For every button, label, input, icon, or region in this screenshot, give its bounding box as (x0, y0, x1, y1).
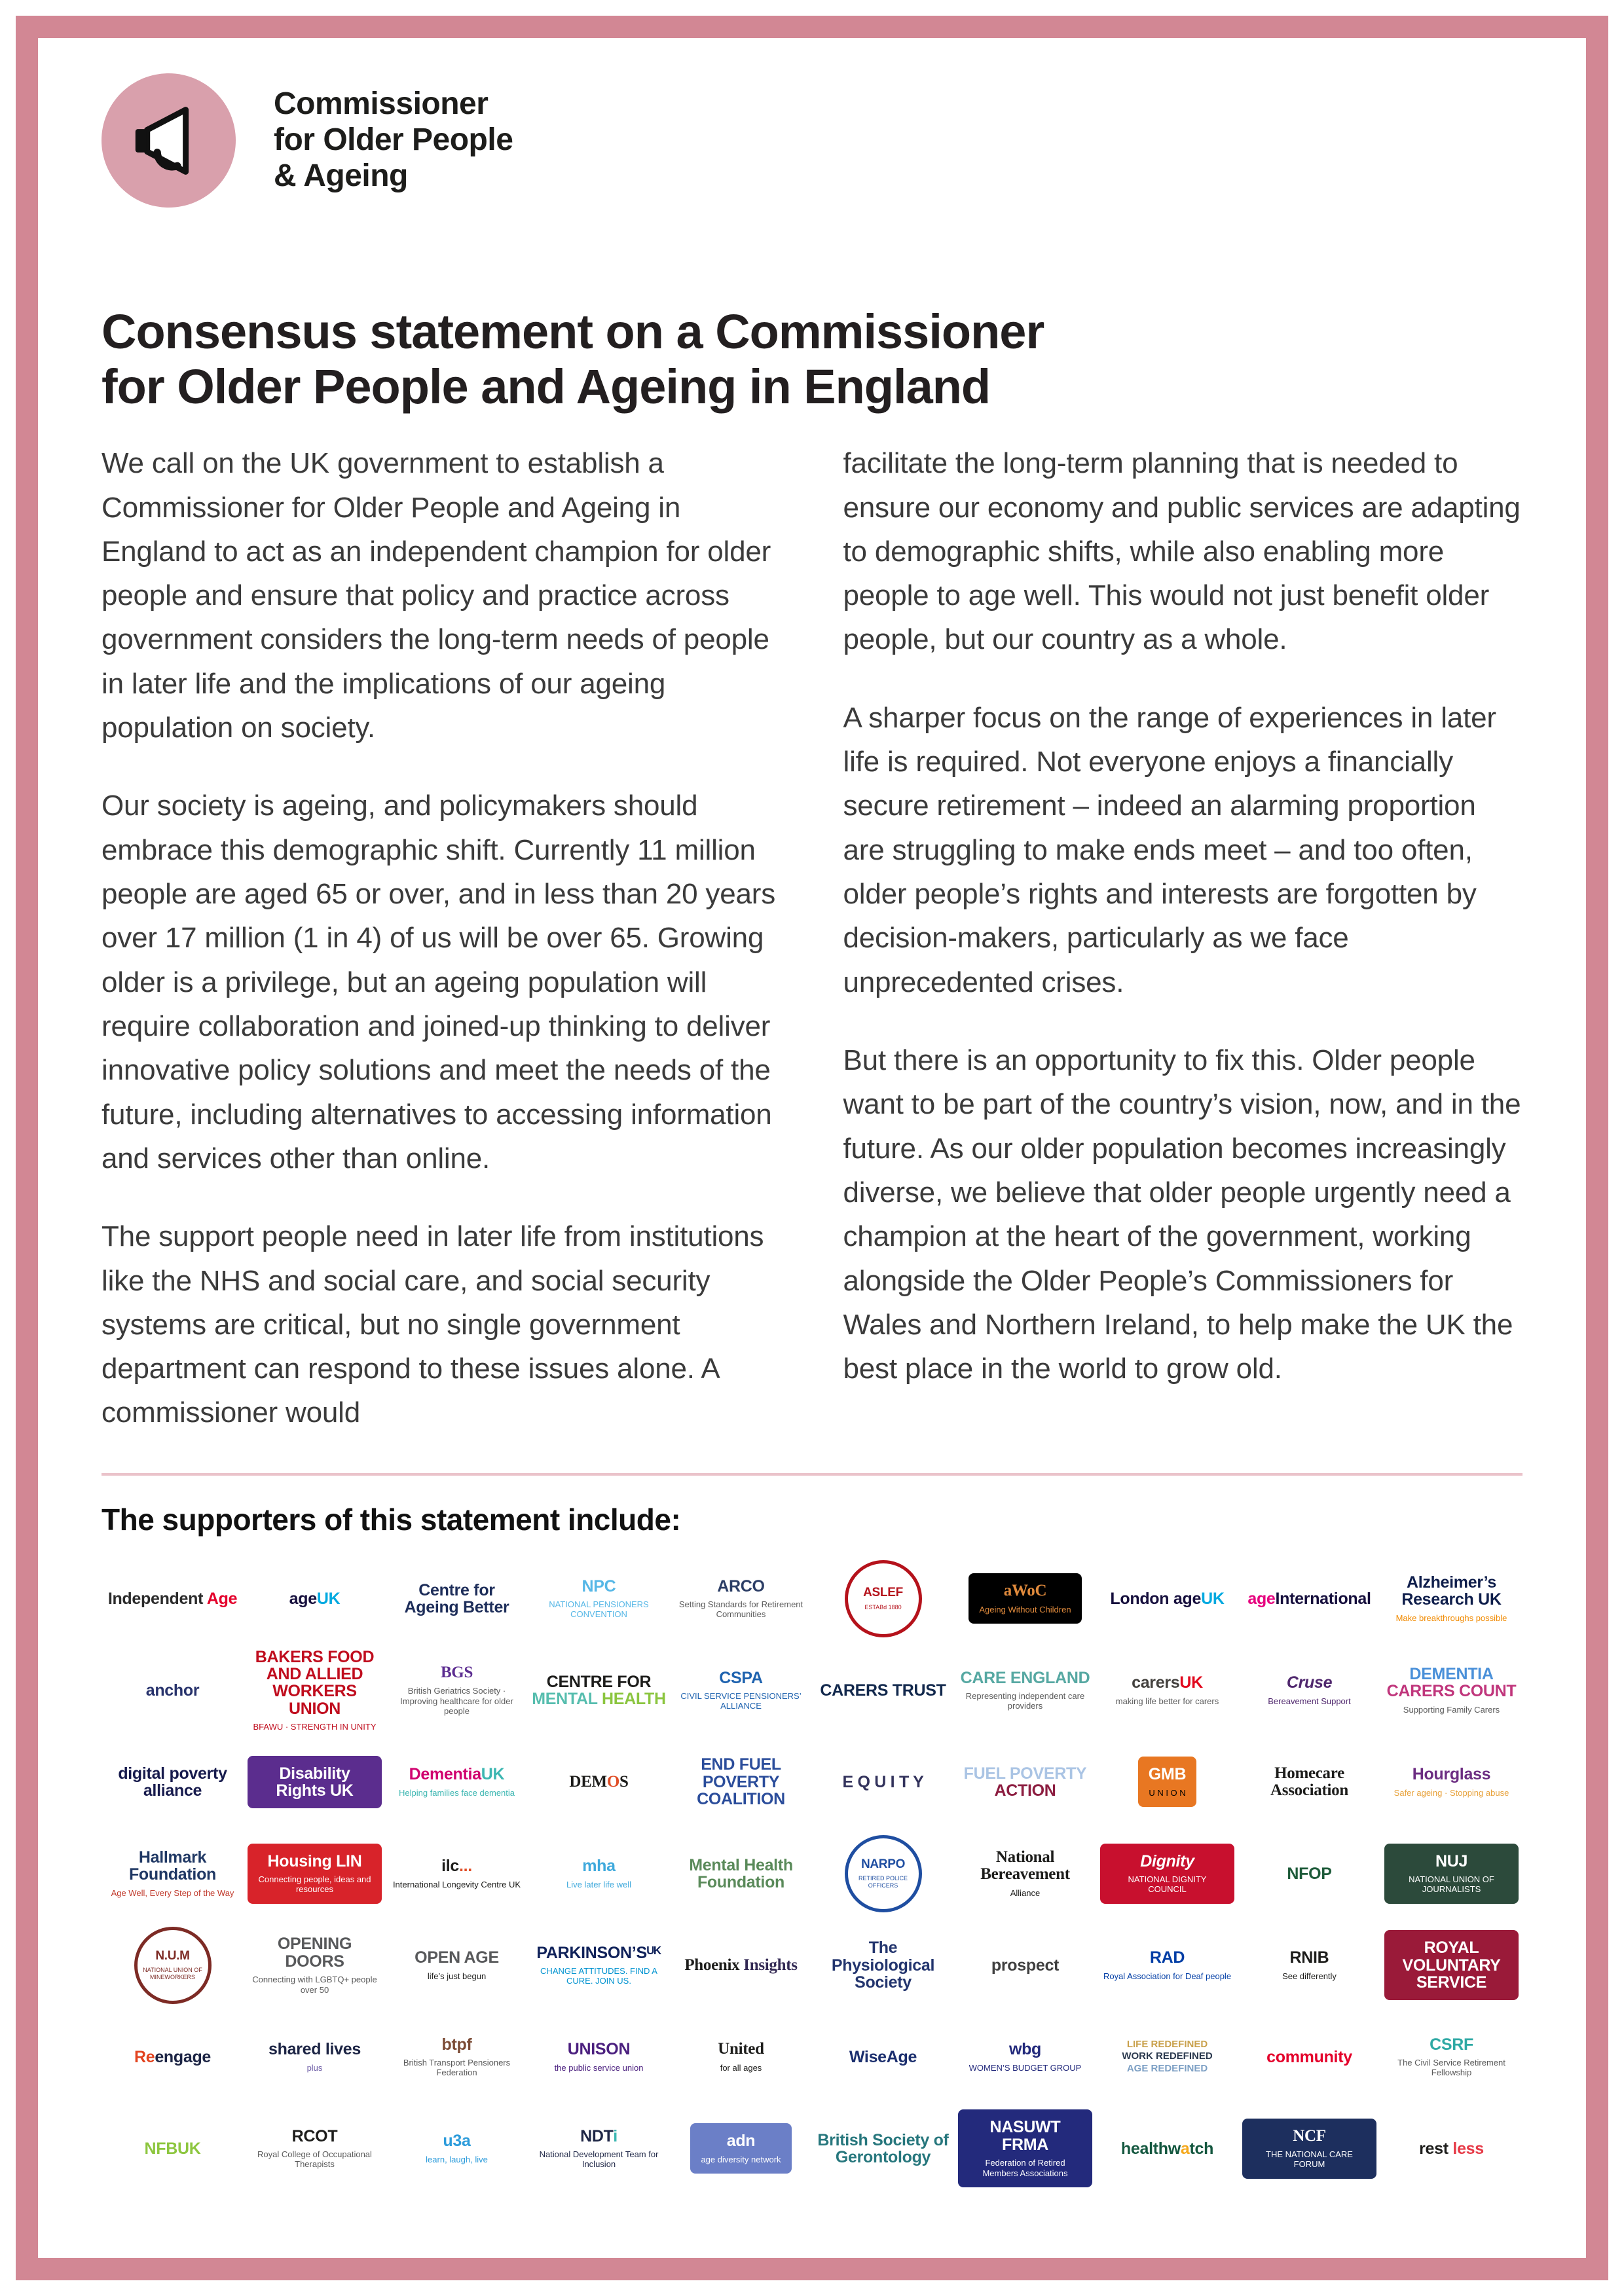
supporter-logo-community-union: community (1266, 2047, 1352, 2066)
supporter-logo-dignity-national-dignity-council: Dignity NATIONAL DIGNITY COUNCIL (1096, 1828, 1238, 1920)
paragraph-1: We call on the UK government to establish a Commissioner for Older People and Ageing in England to act as an independent champion for older people and ensure that policy and practice across government considers the long-term needs of people in later life and the implications of our ageing population on society. (101, 447, 771, 744)
supporter-logo-bfawu: BAKERS FOOD AND ALLIED WORKERS UNION BFAWU · STRENGTH IN UNITY (253, 1647, 377, 1732)
supporter-logo-age-uk-london: London ageUK (1110, 1589, 1225, 1608)
brand-title-line-2: for Older People (274, 122, 513, 158)
supporter-logo-rcot: RCOT Royal College of Occupational Therapists (257, 2126, 372, 2170)
supporter-logo-rad: RAD Royal Association for Deaf people (1103, 1948, 1232, 1981)
supporter-logo-btpf: btpf British Transport Pensioners Federation (403, 2035, 511, 2078)
supporter-logo-the-physiological-society: The Physiological Society (831, 1939, 935, 1992)
paragraph-3: The support people need in later life from institutions like the NHS and social care, and social security systems are critical, but no single government department can respond to these issues alone. A commissioner would (101, 1220, 764, 1429)
supporter-logo-awoc: aWoC Ageing Without Children (954, 1553, 1096, 1645)
supporter-logo-rnib: RNIB See differently (1282, 1948, 1337, 1981)
supporter-logo-alzheimers-research-uk: Alzheimer’s Research UK Make breakthroughs possible (1395, 1573, 1507, 1623)
supporter-logo-age-uk: ageUK (289, 1589, 341, 1608)
megaphone-icon (127, 99, 211, 183)
supporter-logo-wise-age: WiseAge (849, 2047, 917, 2066)
supporter-logo-wbg: wbg WOMEN’S BUDGET GROUP (969, 2040, 1082, 2073)
supporter-logo-redefined: LIFE REDEFINED WORK REDEFINED AGE REDEFINED (1122, 2038, 1213, 2075)
supporter-logo-carers-trust: CARERS TRUST (820, 1681, 946, 1700)
supporter-logo-adn: adn age diversity network (670, 2103, 812, 2195)
supporter-logo-healthwatch: healthwatch (1120, 2139, 1214, 2158)
supporter-logo-homecare-association: Homecare Association (1270, 1764, 1348, 1799)
supporter-logo-care-england: CARE ENGLAND Representing independent care providers (960, 1668, 1090, 1711)
supporter-logo-royal-voluntary-service: ROYAL VOLUNTARY SERVICE (1380, 1920, 1522, 2011)
supporter-logo-age-international: ageInternational (1247, 1589, 1371, 1608)
page-title-line-2: for Older People and Ageing in England (101, 359, 991, 414)
supporter-logo-ncf: NCF THE NATIONAL CARE FORUM (1238, 2103, 1380, 2195)
supporter-logo-ilc-uk: ilc... International Longevity Centre UK (392, 1857, 521, 1889)
supporter-logo-npc: NPC NATIONAL PENSIONERS CONVENTION (549, 1576, 649, 1620)
paragraph-4: facilitate the long-term planning that is needed to ensure our economy and public services are adapting to demographic shifts, while also enabling more people to age well. This would not just benefit older people, but our country as a whole. (843, 447, 1521, 656)
body-column-right (843, 441, 1523, 1469)
supporter-logo-aslef: ASLEF ESTABd 1880 (812, 1553, 954, 1645)
supporter-logo-bgs: BGS British Geriatrics Society · Improving healthcare for older people (400, 1663, 513, 1717)
supporter-logo-hallmark-foundation: Hallmark Foundation Age Well, Every Step of the Way (111, 1848, 234, 1898)
supporter-logo-centre-for-ageing-better: Centre for Ageing Better (404, 1580, 509, 1616)
supporters-heading: The supporters of this statement include: (101, 1502, 681, 1537)
supporter-logo-narpo: NARPO RETIRED POLICE OFFICERS (812, 1828, 954, 1920)
supporter-logo-nfbuk: NFBUK (144, 2139, 201, 2158)
supporter-logo-nuj: NUJ NATIONAL UNION OF JOURNALISTS (1380, 1828, 1522, 1920)
supporter-logo-digital-poverty-alliance: digital poverty alliance (118, 1764, 227, 1800)
supporter-logo-fuel-poverty-action: FUEL POVERTY ACTION (963, 1764, 1087, 1800)
supporter-logo-disability-rights-uk: Disability Rights UK (244, 1736, 386, 1828)
supporter-logo-ndti: NDTi National Development Team for Inclusion (539, 2126, 659, 2170)
supporter-logo-nasuwt-frma: NASUWT FRMA Federation of Retired Members Associations (954, 2103, 1096, 2195)
supporter-logo-csrf: CSRF The Civil Service Retirement Fellowship (1397, 2035, 1505, 2078)
supporter-logo-nfop: NFOP (1287, 1864, 1332, 1883)
body-column-left (101, 441, 781, 1469)
brand-title-line-3: & Ageing (274, 158, 408, 193)
brand-header (101, 73, 1522, 208)
supporter-logo-demos: DEMOS (569, 1772, 629, 1791)
paragraph-6: But there is an opportunity to fix this. Older people want to be part of the country’s vision, now, and in the future. As our older population becomes increasingly diverse, we believe that older people urgently need a champion at the heart of the government, working alongside the Older People’s Commissioners for Wales and Northern Ireland, to help make the UK the best place in the world to grow old. (843, 1044, 1521, 1385)
supporter-logo-mha: mha Live later life well (566, 1857, 631, 1889)
supporter-logo-anchor: anchor (145, 1681, 200, 1700)
supporter-logo-prospect: prospect (991, 1956, 1060, 1975)
supporter-logo-rest-less: rest less (1419, 2139, 1484, 2158)
supporter-logo-equity: E Q U I T Y (842, 1772, 924, 1791)
supporter-logo-cruse-bereavement-support: Cruse Bereavement Support (1268, 1673, 1351, 1706)
brand-title (274, 86, 513, 194)
supporter-logo-arco: ARCO Setting Standards for Retirement Communities (678, 1576, 803, 1620)
brand-title-line-1: Commissioner (274, 86, 489, 122)
supporter-logo-cspa: CSPA CIVIL SERVICE PENSIONERS’ ALLIANCE (680, 1668, 802, 1711)
supporter-logo-opening-doors: OPENING DOORS Connecting with LGBTQ+ people over 50 (252, 1935, 377, 1995)
supporter-logo-u3a: u3a learn, laugh, live (426, 2132, 488, 2164)
supporter-logo-open-age: OPEN AGE life’s just begun (415, 1948, 499, 1981)
supporter-logo-hourglass: Hourglass Safer ageing · Stopping abuse (1393, 1765, 1509, 1798)
supporter-logo-unison: UNISON the public service union (554, 2040, 644, 2073)
supporter-logo-shared-lives-plus: shared lives plus (268, 2040, 361, 2073)
body-columns (101, 441, 1522, 1469)
supporter-logo-united-for-all-ages: United for all ages (718, 2040, 764, 2073)
supporter-logo-reengage: Reengage (134, 2047, 212, 2066)
paragraph-2: Our society is ageing, and policymakers should embrace this demographic shift. Currently 11 million people are aged 65 or over, and in less than 20 years over 17 million (1 in 4) of us will be over 65. Growing older is a privilege, but an ageing population will require collaboration and joined-up thinking to deliver innovative policy solutions and meet the needs of the future, including alternatives to accessing information and services other than online. (101, 790, 776, 1175)
brand-logo-circle (101, 73, 236, 208)
supporter-logo-independent-age: Independent Age (107, 1589, 238, 1608)
supporter-logo-dementia-carers-count: DEMENTIA CARERS COUNT Supporting Family Carers (1386, 1665, 1517, 1715)
supporter-logo-phoenix-insights: Phoenix Insights (684, 1956, 798, 1974)
section-divider (101, 1473, 1522, 1476)
supporter-logo-parkinsons-uk: PARKINSON’Sᵁᴷ CHANGE ATTITUDES. FIND A CURE. JOIN US. (536, 1943, 661, 1986)
supporter-logo-housing-lin: Housing LIN Connecting people, ideas and resources (244, 1828, 386, 1920)
supporter-logo-centre-for-mental-health: CENTRE FOR MENTAL HEALTH (532, 1672, 666, 1708)
supporters-grid (101, 1553, 1522, 2195)
page-title (101, 304, 1522, 414)
page-title-line-1: Consensus statement on a Commissioner (101, 304, 1044, 359)
supporter-logo-national-bereavement-alliance: National Bereavement Alliance (980, 1848, 1070, 1898)
supporter-logo-mental-health-foundation: Mental Health Foundation (689, 1855, 793, 1891)
supporter-logo-num: N.U.M NATIONAL UNION OF MINEWORKERS (101, 1920, 244, 2011)
supporter-logo-end-fuel-poverty-coalition: END FUEL POVERTY COALITION (697, 1755, 785, 1808)
supporter-logo-british-society-of-gerontology: British Society of Gerontology (817, 2130, 949, 2166)
supporter-logo-carers-uk: carersUK making life better for carers (1115, 1673, 1219, 1706)
supporter-logo-gmb-union: GMB U N I O N (1096, 1736, 1238, 1828)
supporter-logo-dementia-uk: DementiaUK Helping families face dementia (398, 1765, 515, 1798)
paragraph-5: A sharper focus on the range of experiences in later life is required. Not everyone enjoys a financially secure retirement – indeed an alarming proportion are struggling to make ends meet – and too often, older people’s rights and interests are forgotten by decision-makers, particularly as we face unprecedented crises. (843, 701, 1496, 998)
